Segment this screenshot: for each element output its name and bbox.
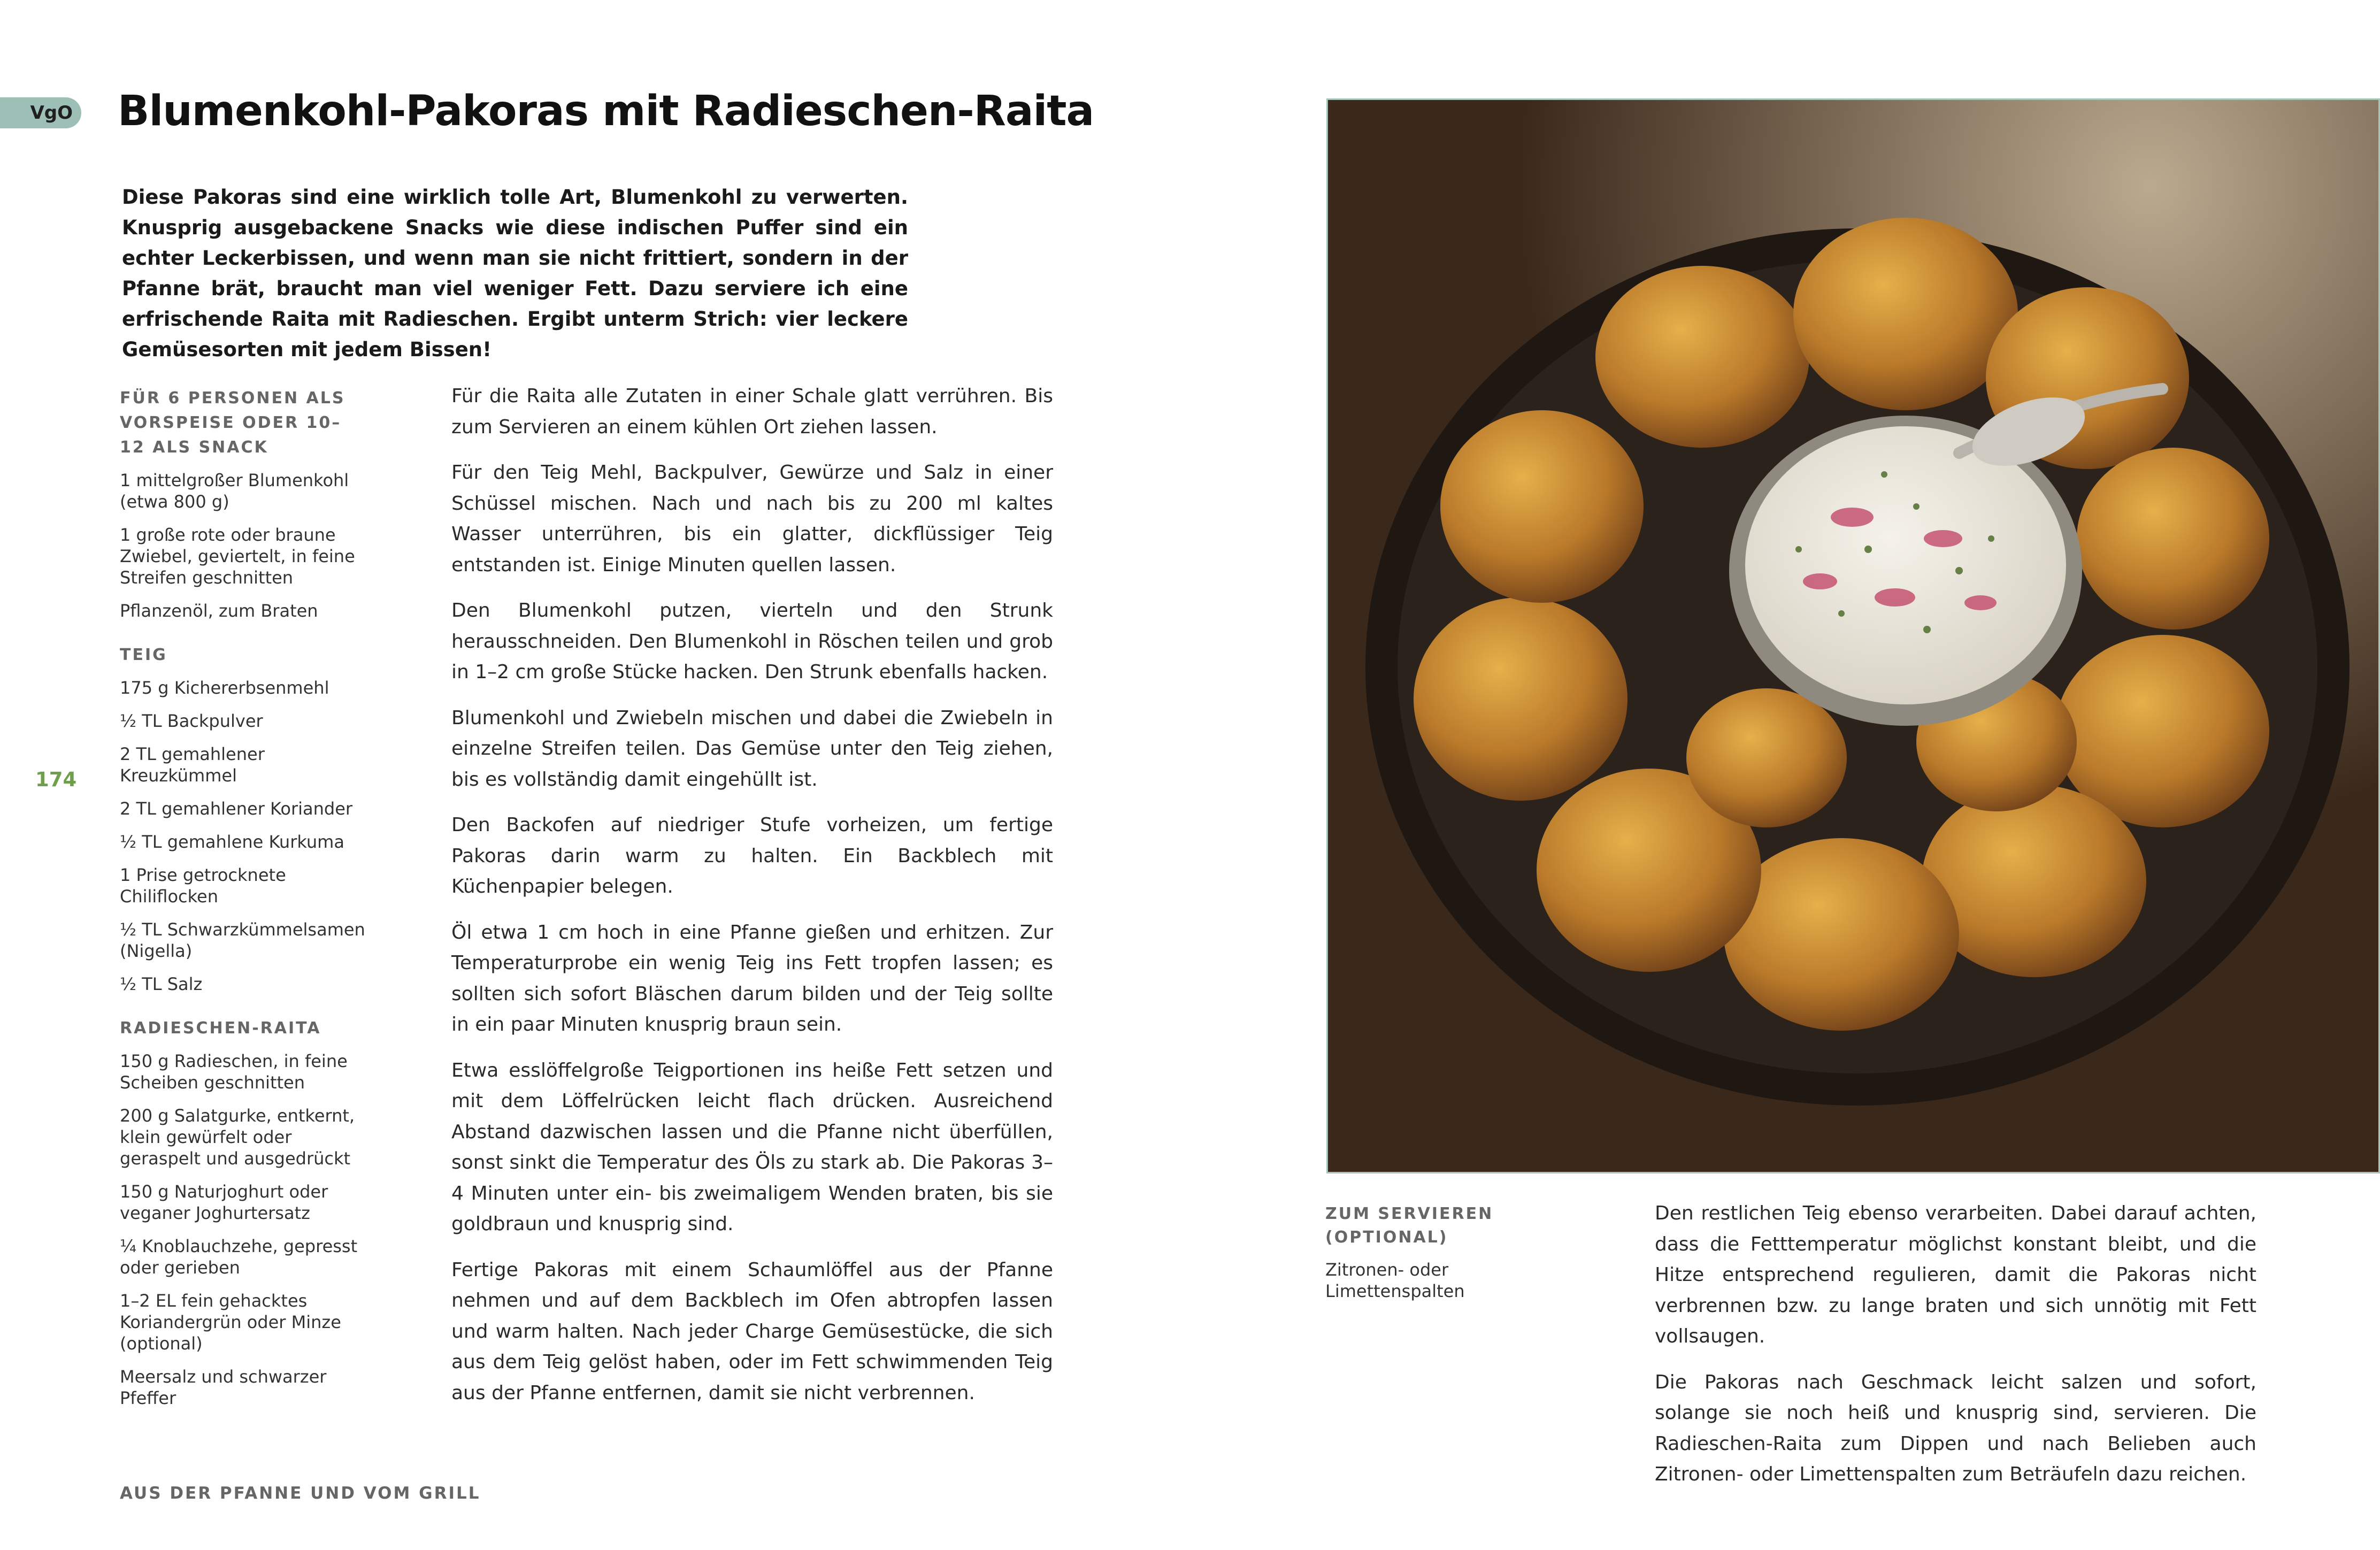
- ingredient-item: ½ TL Schwarzkümmelsamen (Nigella): [120, 919, 365, 961]
- ingredient-item: ½ TL gemahlene Kurkuma: [120, 832, 344, 852]
- teig-heading: TEIG: [120, 646, 167, 664]
- food-photo: [1326, 98, 2380, 1173]
- page-number: 174: [35, 768, 77, 791]
- ingredient-item: 175 g Kichererbsenmehl: [120, 678, 329, 698]
- method-steps-continued: [1655, 1198, 2256, 1505]
- ingredient-item: Pflanzenöl, zum Braten: [120, 601, 318, 621]
- ingredient-item: 200 g Salatgurke, entkernt, klein gewürfelt oder geraspelt und ausgedrückt: [120, 1106, 355, 1169]
- serving-suggestion: [1325, 1202, 1550, 1302]
- ingredient-item: 2 TL gemahlener Kreuzkümmel: [120, 744, 265, 786]
- raita-heading: RADIESCHEN-RAITA: [120, 1019, 321, 1038]
- servings-heading: FÜR 6 PERSONEN ALS VORSPEISE ODER 10–12 ALS SNACK: [120, 389, 346, 457]
- ingredient-item: 1 mittelgroßer Blumenkohl (etwa 800 g): [120, 470, 349, 512]
- method-steps: [451, 381, 1053, 1423]
- ingredient-item: Meersalz und schwarzer Pfeffer: [120, 1367, 327, 1408]
- ingredient-item: ½ TL Backpulver: [120, 711, 263, 731]
- ingredient-item: 1 Prise getrocknete Chiliflocken: [120, 865, 286, 907]
- ingredient-item: 2 TL gemahlener Koriander: [120, 799, 353, 819]
- ingredient-item: ½ TL Salz: [120, 974, 203, 994]
- pakora-plate-illustration: [1328, 100, 2380, 1173]
- method-step: Die Pakoras nach Geschmack leicht salzen und sofort, solange sie noch heiß und knusprig sind, servieren. Die Radieschen-Raita zum Dippen und nach Belieben auch Zitronen- oder Limettenspalten zum Beträufeln dazu reichen.: [1655, 1371, 2256, 1485]
- method-step: Öl etwa 1 cm hoch in eine Pfanne gießen und erhitzen. Zur Temperaturprobe ein wenig Teig ins Fett tropfen lassen; es sollten sich sofort Bläschen darum bilden und der Teig sollte in ein paar Minuten knusprig braun sein.: [451, 921, 1053, 1035]
- ingredient-item: 150 g Radieschen, in feine Scheiben geschnitten: [120, 1051, 348, 1093]
- ingredient-item: 1 große rote oder braune Zwiebel, geviertelt, in feine Streifen geschnitten: [120, 525, 355, 588]
- ingredient-item: 1–2 EL fein gehacktes Koriandergrün oder Minze (optional): [120, 1291, 341, 1354]
- method-step: Den Blumenkohl putzen, vierteln und den Strunk herausschneiden. Den Blumenkohl in Röschen teilen und grob in 1–2 cm große Stücke hacken. Den Strunk ebenfalls hacken.: [451, 600, 1053, 683]
- recipe-title: Blumenkohl-Pakoras mit Radieschen-Raita: [118, 87, 1094, 135]
- method-step: Für den Teig Mehl, Backpulver, Gewürze und Salz in einer Schüssel mischen. Nach und nach bis zu 200 ml kaltes Wasser unterrühren, bis ein glatter, dickflüssiger Teig entstanden ist. Einige Minuten quellen lassen.: [451, 462, 1053, 576]
- serve-heading: ZUM SERVIEREN (OPTIONAL): [1325, 1204, 1494, 1247]
- method-step: Für die Raita alle Zutaten in einer Schale glatt verrühren. Bis zum Servieren an einem kühlen Ort ziehen lassen.: [451, 385, 1053, 438]
- diet-badge: VgO: [0, 97, 81, 128]
- recipe-intro: Diese Pakoras sind eine wirklich tolle Art, Blumenkohl zu verwerten. Knusprig ausgebackene Snacks wie diese indischen Puffer sind ein echter Leckerbissen, und wenn man sie nicht frittiert, sondern in der Pfanne brät, braucht man viel weniger Fett. Dazu serviere ich eine erfrischende Raita mit Radieschen. Ergibt unterm Strich: vier leckere Gemüsesorten mit jedem Bissen!: [122, 186, 908, 361]
- method-step: Den restlichen Teig ebenso verarbeiten. Dabei darauf achten, dass die Fetttemperatur möglichst konstant bleibt, und die Hitze entsprechend regulieren, damit die Pakoras nicht verbrennen bzw. zu lange braten und sich unnötig mit Fett vollsaugen.: [1655, 1202, 2256, 1347]
- method-step: Etwa esslöffelgroße Teigportionen ins heiße Fett setzen und mit dem Löffelrücken leicht flach drücken. Ausreichend Abstand dazwischen lassen und die Pfanne nicht überfüllen, sonst sinkt die Temperatur des Öls zu stark ab. Die Pakoras 3–4 Minuten unter ein- bis zweimaligem Wenden braten, bis sie goldbraun und knusprig sind.: [451, 1059, 1053, 1235]
- method-step: Den Backofen auf niedriger Stufe vorheizen, um fertige Pakoras darin warm zu halten. Ein Backblech mit Küchenpapier belegen.: [451, 814, 1053, 897]
- method-step: Fertige Pakoras mit einem Schaumlöffel aus der Pfanne nehmen und auf dem Backblech im Ofen abtropfen lassen und warm halten. Nach jeder Charge Gemüsestücke, die sich aus dem Teig gelöst haben, oder im Fett schwimmenden Teig aus der Pfanne entfernen, damit sie nicht verbrennen.: [451, 1259, 1053, 1404]
- ingredients-list: [120, 386, 377, 1421]
- ingredient-item: ¼ Knoblauchzehe, gepresst oder gerieben: [120, 1236, 358, 1278]
- ingredient-item: 150 g Naturjoghurt oder veganer Joghurtersatz: [120, 1181, 328, 1223]
- method-step: Blumenkohl und Zwiebeln mischen und dabei die Zwiebeln in einzelne Streifen teilen. Das Gemüse unter den Teig ziehen, bis es vollständig damit eingehüllt ist.: [451, 707, 1053, 791]
- chapter-footer: AUS DER PFANNE UND VOM GRILL: [120, 1484, 481, 1503]
- serve-item: Zitronen- oder Limettenspalten: [1325, 1260, 1465, 1301]
